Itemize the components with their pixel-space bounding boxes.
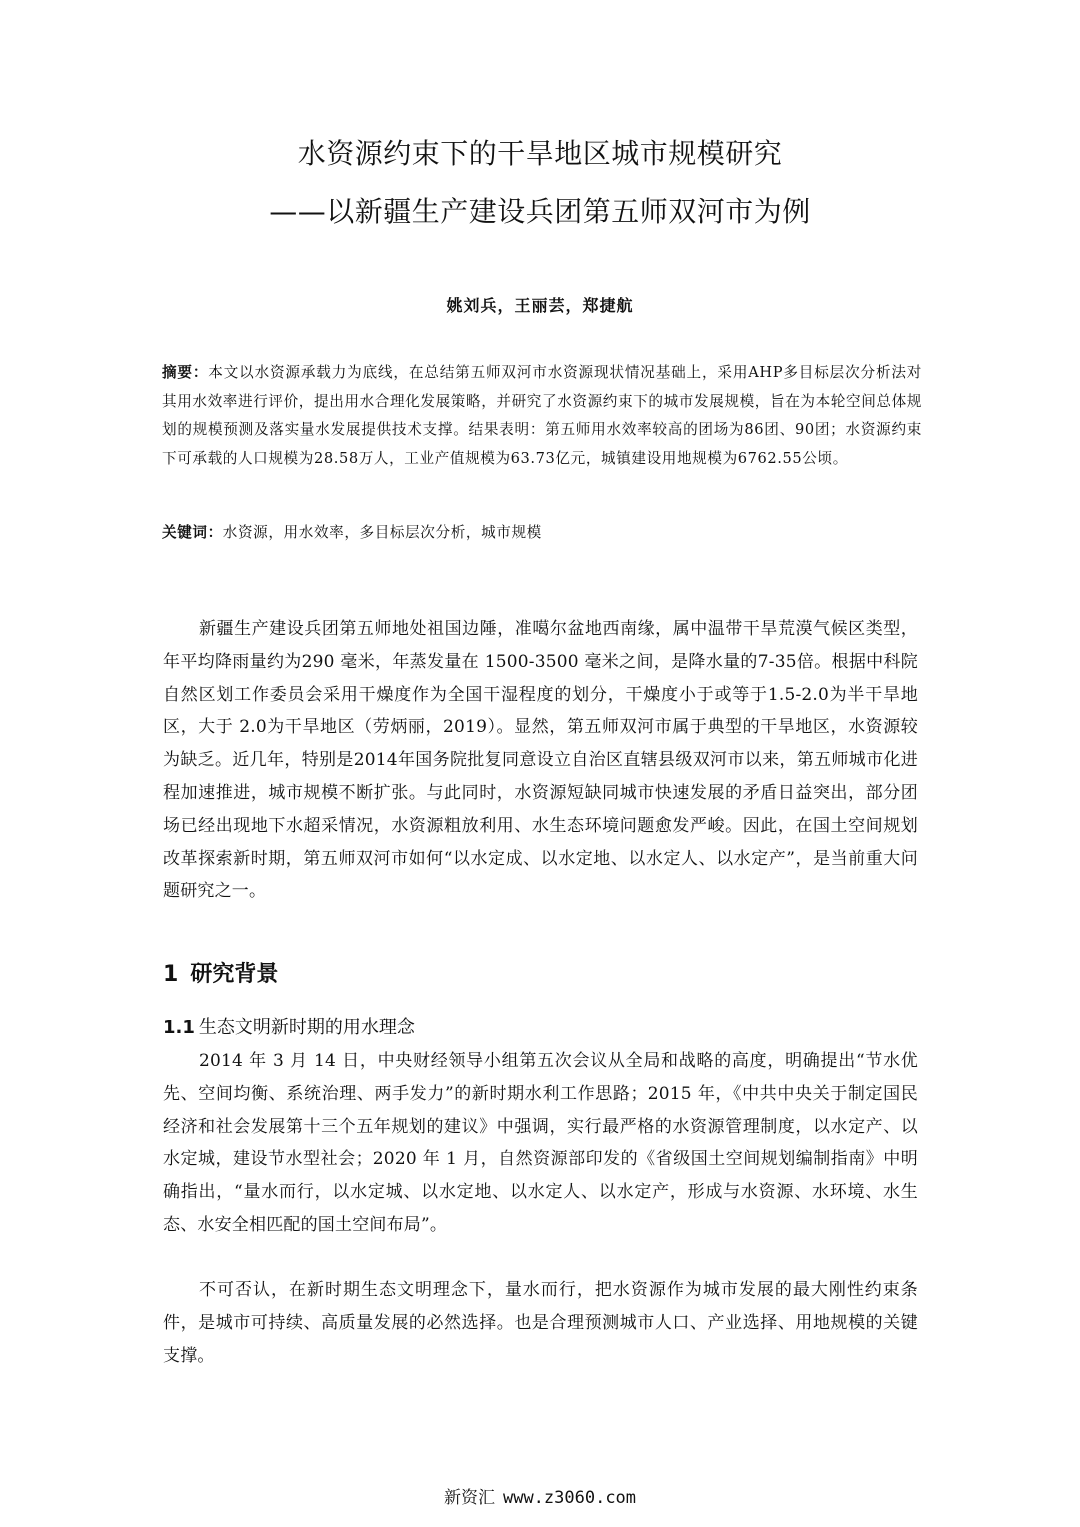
paper-title: 水资源约束下的干旱地区城市规模研究 bbox=[297, 137, 783, 170]
section-number: 1 bbox=[163, 962, 179, 987]
keywords bbox=[162, 519, 922, 547]
section-heading-1 bbox=[163, 957, 278, 988]
page-footer-watermark bbox=[0, 1483, 1080, 1508]
keywords-label: 关键词： bbox=[162, 524, 223, 541]
subsection-title: 生态文明新时期的用水理念 bbox=[198, 1017, 415, 1038]
abstract-text: 本文以水资源承载力为底线，在总结第五师双河市水资源现状情况基础上，采用AHP多目标层次分析法对其用水效率进行评价，提出用水合理化发展策略，并研究了水资源约束下的城市发展规模，旨在为本轮空间总体规划的规模预测及落实量水发展提供技术支撑。结果表明：第五师用水效率较高的团场为86团、90团；水资源约束下可承载的人口规模为28.58万人，工业产值规模为63.73亿元，城镇建设用地规模为6762.55公顷。 bbox=[162, 364, 922, 467]
footer-site-name: 新资汇 bbox=[443, 1488, 495, 1508]
subsection-number: 1.1 bbox=[163, 1017, 195, 1038]
body-paragraph: 2014 年 3 月 14 日，中央财经领导小组第五次会议从全局和战略的高度，明确提出“节水优先、空间均衡、系统治理、两手发力”的新时期水利工作思路；2015 年，《中共中央关于制定国民经济和社会发展第十三个五年规划的建议》中强调，实行最严格的水资源管理制度，以水定产、以水定城，建设节水型社会；2020 年 1 月，自然资源部印发的《省级国土空间规划编制指南》中明确指出，“量水而行，以水定城、以水定地、以水定人、以水定产，形成与水资源、水环境、水生态、水安全相匹配的国土空间布局”。 bbox=[163, 1051, 918, 1235]
keywords-text: 水资源，用水效率，多目标层次分析，城市规模 bbox=[222, 524, 542, 541]
section-title: 研究背景 bbox=[190, 962, 279, 987]
body-paragraph: 不可否认，在新时期生态文明理念下，量水而行，把水资源作为城市发展的最大刚性约束条件，是城市可持续、高质量发展的必然选择。也是合理预测城市人口、产业选择、用地规模的关键支撑。 bbox=[163, 1280, 918, 1366]
abstract bbox=[162, 359, 922, 473]
subsection-heading-1-1 bbox=[163, 1013, 415, 1039]
paper-subtitle: ——以新疆生产建设兵团第五师双河市为例 bbox=[269, 195, 811, 228]
footer-url[interactable]: www.z3060.com bbox=[502, 1488, 637, 1508]
author-list: 姚刘兵，王丽芸，郑捷航 bbox=[446, 296, 634, 315]
intro-paragraph: 新疆生产建设兵团第五师地处祖国边陲，准噶尔盆地西南缘，属中温带干旱荒漠气候区类型，年平均降雨量约为290 毫米，年蒸发量在 1500-3500 毫米之间，是降水量的7-35倍。根据中科院自然区划工作委员会采用干燥度作为全国干湿程度的划分，干燥度小于或等于1.5-2.0为半干旱地区，大于 2.0为干旱地区（劳炳丽，2019）。显然，第五师双河市属于典型的干旱地区，水资源较为缺乏。近几年，特别是2014年国务院批复同意设立自治区直辖县级双河市以来，第五师城市化进程加速推进，城市规模不断扩张。与此同时，水资源短缺同城市快速发展的矛盾日益突出，部分团场已经出现地下水超采情况，水资源粗放利用、水生态环境问题愈发严峻。因此，在国土空间规划改革探索新时期，第五师双河市如何“以水定成、以水定地、以水定人、以水定产”，是当前重大问题研究之一。 bbox=[163, 619, 918, 902]
abstract-label: 摘要： bbox=[162, 364, 209, 381]
